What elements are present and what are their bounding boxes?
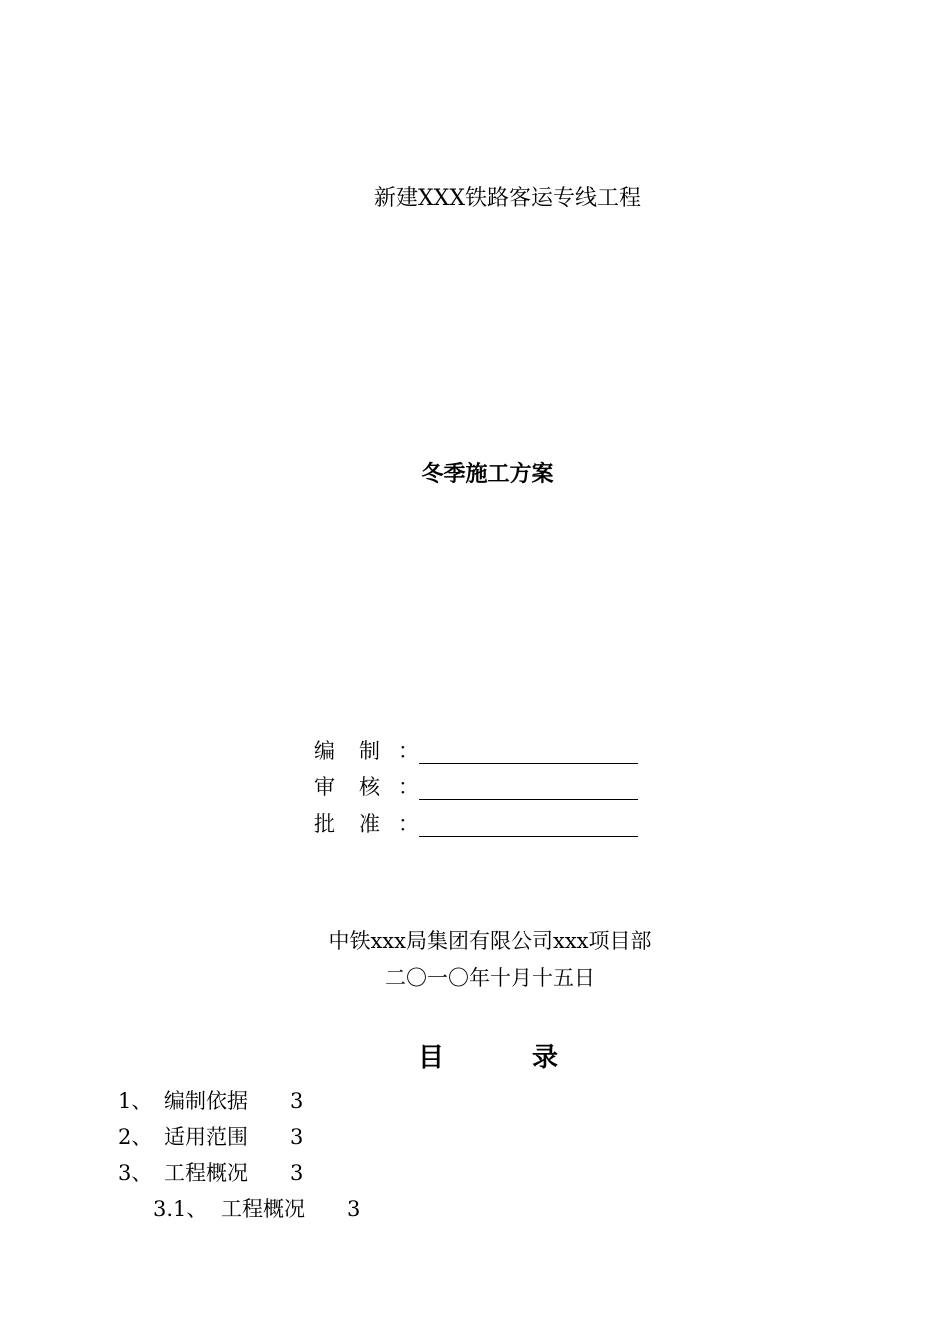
document-date: 二〇一〇年十月十五日 — [385, 966, 595, 990]
toc-entry-number: 3.1、 — [153, 1197, 208, 1221]
signature-row-approver — [314, 814, 644, 842]
toc-heading-right: 录 — [532, 1043, 559, 1073]
signature-row-compiler — [314, 741, 644, 769]
signature-blank-line — [419, 763, 638, 764]
signature-label: 批准 — [314, 812, 404, 836]
toc-entry-title: 编制依据 — [164, 1089, 248, 1113]
toc-entry-number: 3、 — [118, 1161, 153, 1185]
toc-entry-title: 工程概况 — [221, 1197, 305, 1221]
toc-entry-page: 3 — [347, 1197, 361, 1221]
toc-entry-title: 工程概况 — [164, 1161, 248, 1185]
signature-colon: ： — [398, 812, 419, 836]
signature-colon: ： — [398, 739, 419, 763]
toc-heading-left: 目 — [418, 1043, 445, 1073]
signature-blank-line — [419, 799, 638, 800]
project-title: 新建XXX铁路客运专线工程 — [374, 186, 641, 211]
signature-label: 审核 — [314, 775, 404, 799]
toc-entry-page: 3 — [290, 1125, 304, 1149]
toc-entry-page: 3 — [290, 1161, 304, 1185]
toc-entry-number: 1、 — [118, 1089, 153, 1113]
signature-colon: ： — [398, 775, 419, 799]
company-name: 中铁xxx局集团有限公司xxx项目部 — [328, 929, 652, 953]
toc-entry-number: 2、 — [118, 1125, 153, 1149]
signature-blank-line — [419, 836, 638, 837]
signature-row-reviewer — [314, 777, 644, 805]
toc-entry-page: 3 — [290, 1089, 304, 1113]
signature-label: 编制 — [314, 739, 404, 763]
document-title: 冬季施工方案 — [421, 462, 554, 487]
toc-entry-title: 适用范围 — [164, 1125, 248, 1149]
